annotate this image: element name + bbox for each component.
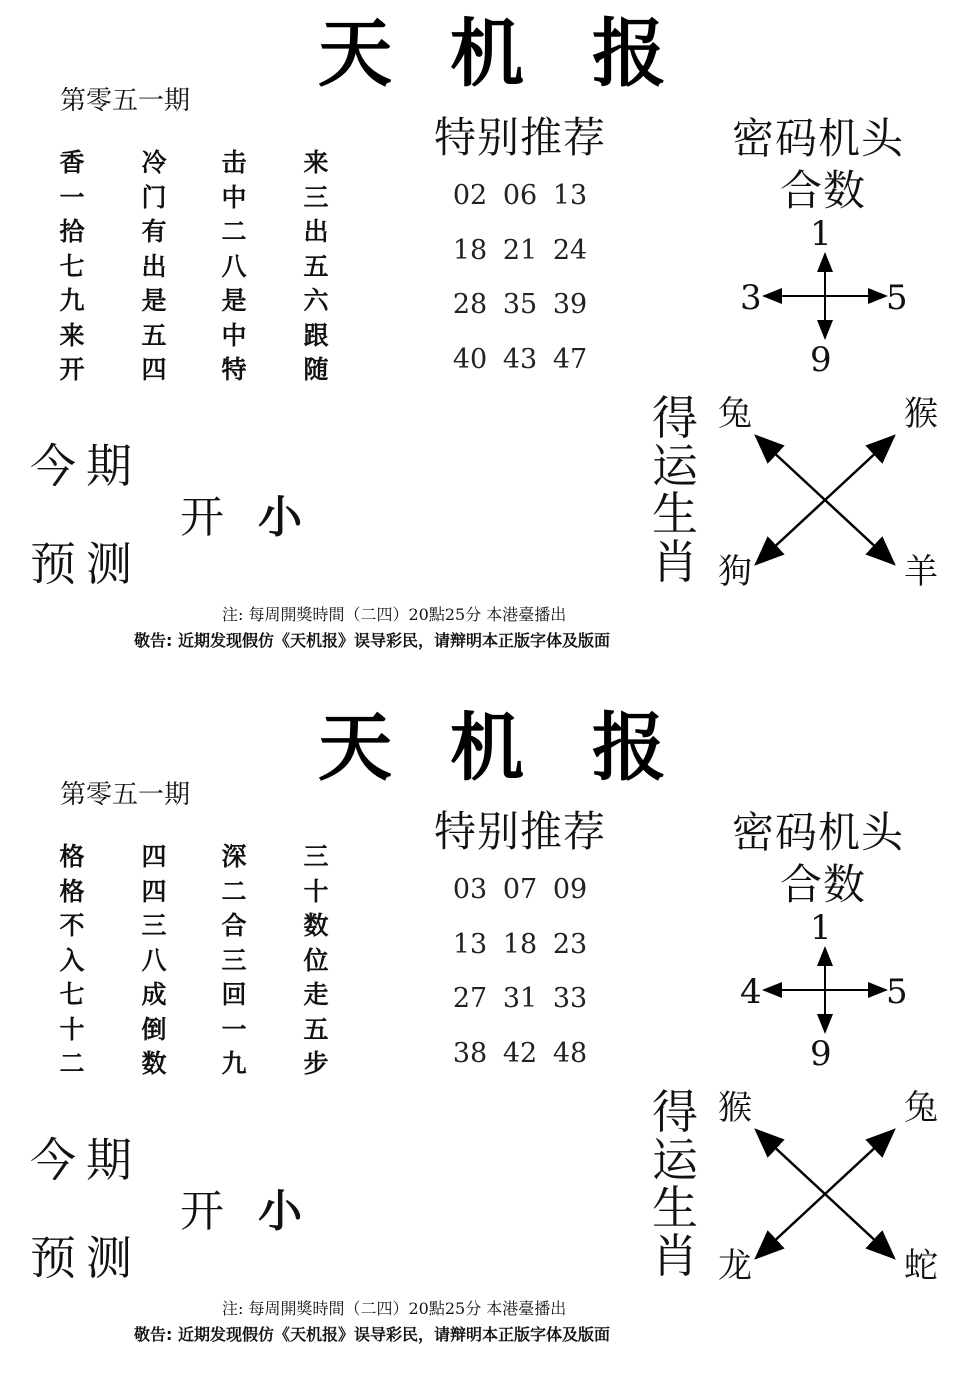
password-number-bottom: 9 <box>810 340 832 380</box>
riddle-char: 数 <box>141 1049 167 1078</box>
number-row <box>450 283 610 338</box>
masthead-title <box>0 11 971 97</box>
password-number-left: 4 <box>740 972 762 1012</box>
riddle-char: 六 <box>303 286 329 315</box>
riddle-char: 不 <box>59 911 85 940</box>
zodiac-title <box>652 391 702 589</box>
number: 31 <box>502 983 538 1014</box>
riddle-char: 来 <box>59 320 85 350</box>
riddle-row <box>52 909 352 944</box>
number: 13 <box>452 928 488 960</box>
riddle-row <box>52 215 352 250</box>
riddle-char: 特 <box>221 355 247 384</box>
prediction-value: 开 <box>180 1186 224 1237</box>
password-subtitle: 合数 <box>780 860 867 909</box>
prediction-label-1: 今期 <box>30 439 142 493</box>
zodiac-bottom-right: 羊 <box>904 552 938 592</box>
riddle-char: 随 <box>303 355 329 384</box>
password-number-right: 5 <box>886 972 908 1012</box>
number: 03 <box>452 874 488 905</box>
riddle-char: 开 <box>59 355 85 384</box>
warning-notice: 敬告: 近期发现假仿《天机报》误导彩民，请辩明本正版字体及版面 <box>134 1325 610 1344</box>
riddle-char: 回 <box>221 980 247 1009</box>
masthead-title <box>0 705 971 791</box>
riddle-char: 二 <box>59 1049 85 1078</box>
riddle-char: 是 <box>221 286 247 315</box>
number: 43 <box>502 343 538 375</box>
riddle-row <box>52 146 352 181</box>
title-char: 天 <box>318 705 392 791</box>
prediction-value: 开 <box>180 492 224 543</box>
number: 40 <box>452 343 488 375</box>
zodiac-top-right: 兔 <box>904 1088 938 1128</box>
zodiac-bottom-right: 蛇 <box>904 1246 938 1286</box>
riddle-char: 出 <box>141 251 167 281</box>
password-number-right: 5 <box>886 278 908 318</box>
riddle-char: 来 <box>303 148 329 177</box>
riddle-char: 数 <box>303 911 329 940</box>
riddle-char: 是 <box>141 286 167 315</box>
riddle-char: 三 <box>141 911 167 940</box>
number: 18 <box>452 234 488 266</box>
title-char: 天 <box>318 11 392 97</box>
riddle-char: 位 <box>303 945 329 975</box>
password-title: 密码机头 <box>732 114 905 163</box>
zodiac-title-char: 运 <box>652 439 698 493</box>
riddle-char: 格 <box>59 876 85 906</box>
cross-arrows-icon <box>760 944 890 1036</box>
riddle-char: 八 <box>141 945 167 975</box>
riddle-char: 击 <box>221 148 247 177</box>
riddle-char: 格 <box>59 842 85 871</box>
prediction-label-2: 预测 <box>30 537 142 591</box>
recommend-title: 特别推荐 <box>434 113 607 162</box>
riddle-char: 十 <box>59 1014 85 1044</box>
zodiac-title-char: 得 <box>652 391 698 445</box>
broadcast-note: 注: 每周開獎時間（二四）20點25分 本港臺播出 <box>222 605 567 624</box>
password-subtitle: 合数 <box>780 166 867 215</box>
number-row <box>450 338 610 393</box>
riddle-char: 入 <box>59 945 85 975</box>
number-row <box>450 1032 610 1087</box>
prediction-value: 小 <box>258 492 302 543</box>
riddle-char: 四 <box>141 876 167 906</box>
title-char: 机 <box>450 705 524 791</box>
title-char: 机 <box>450 11 524 97</box>
password-number-bottom: 9 <box>810 1034 832 1074</box>
title-char: 报 <box>592 705 666 791</box>
prediction-label-1: 今期 <box>30 1133 142 1187</box>
riddle-char: 香 <box>59 148 85 177</box>
riddle-char: 步 <box>303 1049 329 1078</box>
number: 07 <box>502 874 538 905</box>
riddle-row <box>52 1013 352 1048</box>
riddle-char: 跟 <box>303 320 329 350</box>
number: 23 <box>552 928 588 960</box>
riddle-char: 八 <box>221 251 247 281</box>
number: 21 <box>502 234 538 266</box>
riddle-row <box>52 875 352 910</box>
riddle-char: 有 <box>141 217 167 246</box>
riddle-char: 三 <box>303 842 329 871</box>
number: 13 <box>552 180 588 211</box>
riddle-char: 五 <box>141 320 167 350</box>
recommend-numbers <box>450 868 610 1086</box>
riddle-grid <box>52 146 352 388</box>
riddle-char: 七 <box>59 251 85 281</box>
zodiac-bottom-left: 龙 <box>718 1246 752 1286</box>
prediction-value: 小 <box>258 1186 302 1237</box>
number: 39 <box>552 289 588 320</box>
number-row <box>450 977 610 1032</box>
number: 09 <box>552 874 588 905</box>
title-char: 报 <box>592 11 666 97</box>
number-row <box>450 868 610 923</box>
riddle-char: 七 <box>59 980 85 1009</box>
password-number-left: 3 <box>740 278 762 318</box>
prediction-label-2: 预测 <box>30 1231 142 1285</box>
zodiac-top-left: 猴 <box>718 1088 752 1128</box>
recommend-numbers <box>450 174 610 392</box>
riddle-char: 十 <box>303 876 329 906</box>
riddle-char: 拾 <box>59 217 85 246</box>
number: 38 <box>452 1037 488 1069</box>
zodiac-title-char: 肖 <box>652 535 698 589</box>
riddle-char: 冷 <box>141 148 167 177</box>
number: 24 <box>552 234 588 266</box>
issue-number: 第零五一期 <box>60 780 191 810</box>
number: 18 <box>502 928 538 960</box>
riddle-char: 四 <box>141 355 167 384</box>
riddle-char: 三 <box>221 945 247 975</box>
zodiac-top-left: 兔 <box>718 394 752 434</box>
newspaper-panel-2 <box>0 694 971 1388</box>
number: 28 <box>452 289 488 320</box>
riddle-char: 走 <box>303 980 329 1009</box>
warning-notice: 敬告: 近期发现假仿《天机报》误导彩民，请辩明本正版字体及版面 <box>134 631 610 650</box>
riddle-row <box>52 944 352 979</box>
riddle-row <box>52 840 352 875</box>
riddle-char: 出 <box>303 217 329 246</box>
number: 47 <box>552 343 588 375</box>
zodiac-bottom-left: 狗 <box>718 552 752 592</box>
riddle-char: 一 <box>59 182 85 212</box>
zodiac-title-char: 肖 <box>652 1229 698 1283</box>
number: 48 <box>552 1037 588 1069</box>
riddle-row <box>52 978 352 1013</box>
riddle-row <box>52 181 352 216</box>
riddle-row <box>52 353 352 388</box>
password-number-top: 1 <box>810 908 832 948</box>
riddle-char: 中 <box>221 320 247 350</box>
x-arrows-icon <box>752 430 898 570</box>
riddle-char: 五 <box>303 1014 329 1044</box>
zodiac-title <box>652 1085 702 1283</box>
riddle-char: 成 <box>141 980 167 1009</box>
zodiac-top-right: 猴 <box>904 394 938 434</box>
riddle-char: 二 <box>221 217 247 246</box>
riddle-row <box>52 250 352 285</box>
riddle-char: 中 <box>221 182 247 212</box>
zodiac-title-char: 得 <box>652 1085 698 1139</box>
cross-arrows-icon <box>760 250 890 342</box>
number: 42 <box>502 1037 538 1069</box>
riddle-grid <box>52 840 352 1082</box>
riddle-char: 一 <box>221 1014 247 1044</box>
zodiac-title-char: 生 <box>652 1181 698 1235</box>
riddle-char: 深 <box>221 842 247 871</box>
riddle-char: 九 <box>59 286 85 315</box>
issue-number: 第零五一期 <box>60 86 191 116</box>
number: 27 <box>452 983 488 1014</box>
riddle-char: 合 <box>221 911 247 940</box>
zodiac-title-char: 运 <box>652 1133 698 1187</box>
riddle-char: 倒 <box>141 1014 167 1044</box>
number: 06 <box>502 180 538 211</box>
number-row <box>450 174 610 229</box>
x-arrows-icon <box>752 1124 898 1264</box>
number-row <box>450 923 610 978</box>
riddle-row <box>52 1047 352 1082</box>
number: 35 <box>502 289 538 320</box>
riddle-char: 二 <box>221 876 247 906</box>
riddle-char: 五 <box>303 251 329 281</box>
zodiac-title-char: 生 <box>652 487 698 541</box>
riddle-char: 三 <box>303 182 329 212</box>
riddle-char: 四 <box>141 842 167 871</box>
riddle-char: 九 <box>221 1049 247 1078</box>
number: 02 <box>452 180 488 211</box>
riddle-row <box>52 319 352 354</box>
broadcast-note: 注: 每周開獎時間（二四）20點25分 本港臺播出 <box>222 1299 567 1318</box>
password-number-top: 1 <box>810 214 832 254</box>
riddle-char: 门 <box>141 182 167 212</box>
number-row <box>450 229 610 284</box>
number: 33 <box>552 983 588 1014</box>
password-title: 密码机头 <box>732 808 905 857</box>
riddle-row <box>52 284 352 319</box>
recommend-title: 特别推荐 <box>434 807 607 856</box>
